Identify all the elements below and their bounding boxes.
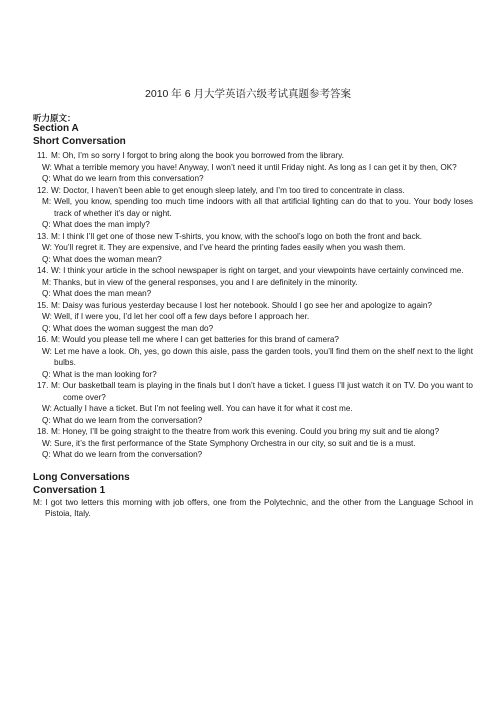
transcript-line <box>37 254 473 266</box>
transcript-line <box>37 415 473 427</box>
line-text: M: Would you please tell me where I can get batteries for this brand of camera? <box>51 335 339 344</box>
line-text: Q: What does the man imply? <box>42 220 150 229</box>
line-text: Q: What does the woman suggest the man do? <box>42 323 214 333</box>
transcript-line <box>37 369 473 381</box>
transcript-line <box>37 185 473 197</box>
line-text: M: Thanks, but in view of the general responses, you and I are definitely in the minority. <box>42 277 358 287</box>
transcript-line <box>37 311 473 323</box>
line-text: Q: What do we learn from the conversation? <box>42 450 203 459</box>
transcript-line <box>37 242 473 254</box>
line-text: W: Actually I have a ticket. But I’m not feeling well. You can have it for what it cost me. <box>42 404 353 413</box>
transcript-line <box>37 277 473 289</box>
transcript-line <box>37 150 473 162</box>
line-text: W: Let me have a look. Oh, yes, go down this aisle, pass the garden tools, you’ll find them on the shelf next to the light bulbs. <box>42 346 473 367</box>
question-number: 13. <box>37 231 49 241</box>
transcript-line <box>37 323 473 335</box>
line-text: W: I think your article in the school newspaper is right on target, and your viewpoints have certainly convinced me. <box>51 266 464 275</box>
line-text: Q: What is the man looking for? <box>42 369 157 379</box>
transcript-line <box>37 231 473 243</box>
question-number: 14. <box>37 266 49 275</box>
transcript-line <box>37 265 473 277</box>
line-text: M: Well, you know, spending too much time indoors with all that artificial lighting can do that to you. Your body loses track of whether it’s day or night. <box>42 197 473 218</box>
transcript-body <box>33 150 473 520</box>
conversation-1-heading: Conversation 1 <box>33 484 106 496</box>
line-text: Q: What does the woman mean? <box>42 254 162 264</box>
line-text: Q: What do we learn from this conversation? <box>42 174 204 183</box>
line-text: M: I think I’ll get one of those new T-shirts, you know, with the school’s logo on both the front and back. <box>51 231 423 241</box>
spacer <box>37 461 473 471</box>
line-text: W: What a terrible memory you have! Anyway, I won’t need it until Friday night. As long as I can get it by then, OK? <box>42 162 457 172</box>
transcript-line <box>37 426 473 438</box>
line-text: W: You’ll regret it. They are expensive, and I’ve heard the printing fades easily when you wash them. <box>42 243 406 252</box>
long-conversations-heading: Long Conversations <box>33 471 130 483</box>
line-text: M: Honey, I’ll be going straight to the theatre from work this evening. Could you bring my suit and tie along? <box>51 427 440 436</box>
transcript-line <box>37 438 473 450</box>
question-number: 18. <box>37 427 49 436</box>
transcript-line <box>37 300 473 312</box>
transcript-line <box>37 346 473 369</box>
line-text: W: Sure, it’s the first performance of the State Symphony Orchestra in our city, so suit and tie is a must. <box>42 438 416 448</box>
line-text: M: Daisy was furious yesterday because I lost her notebook. Should I go see her and apologize to again? <box>51 300 432 310</box>
question-number: 15. <box>37 300 49 310</box>
page-title: 2010 年 6 月大学英语六级考试真题参考答案 <box>145 88 351 100</box>
question-number: 17. <box>37 381 49 390</box>
transcript-line <box>37 219 473 231</box>
transcript-line <box>37 288 473 300</box>
transcript-line <box>37 196 473 219</box>
line-text: W: Doctor, I haven’t been able to get enough sleep lately, and I’m too tired to concentrate in class. <box>51 185 405 195</box>
line-text: Q: What do we learn from the conversation? <box>42 415 203 425</box>
transcript-line <box>37 334 473 346</box>
short-conversation-heading: Short Conversation <box>33 136 126 147</box>
question-number: 11. <box>37 151 48 160</box>
listening-label: 听力原文： <box>33 113 76 123</box>
line-text: W: Well, if I were you, I’d let her cool off a few days before I approach her. <box>42 312 310 321</box>
transcript-line <box>37 162 473 174</box>
section-a-heading: Section A <box>33 123 79 134</box>
conversation-1-line: M: I got two letters this morning with job offers, one from the Polytechnic, and the other from the Language School in Pistoia, Italy. <box>33 497 473 518</box>
question-number: 16. <box>37 335 49 344</box>
transcript-line <box>37 380 473 403</box>
transcript-line <box>37 449 473 461</box>
line-text: Q: What does the man mean? <box>42 289 152 298</box>
line-text: M: Oh, I’m so sorry I forgot to bring along the book you borrowed from the library. <box>51 151 344 160</box>
transcript-line <box>37 173 473 185</box>
transcript-line <box>37 403 473 415</box>
line-text: M: Our basketball team is playing in the finals but I don’t have a ticket. I guess I’ll just watch it on TV. Do you want to come over? <box>51 381 473 402</box>
question-number: 12. <box>37 185 49 195</box>
